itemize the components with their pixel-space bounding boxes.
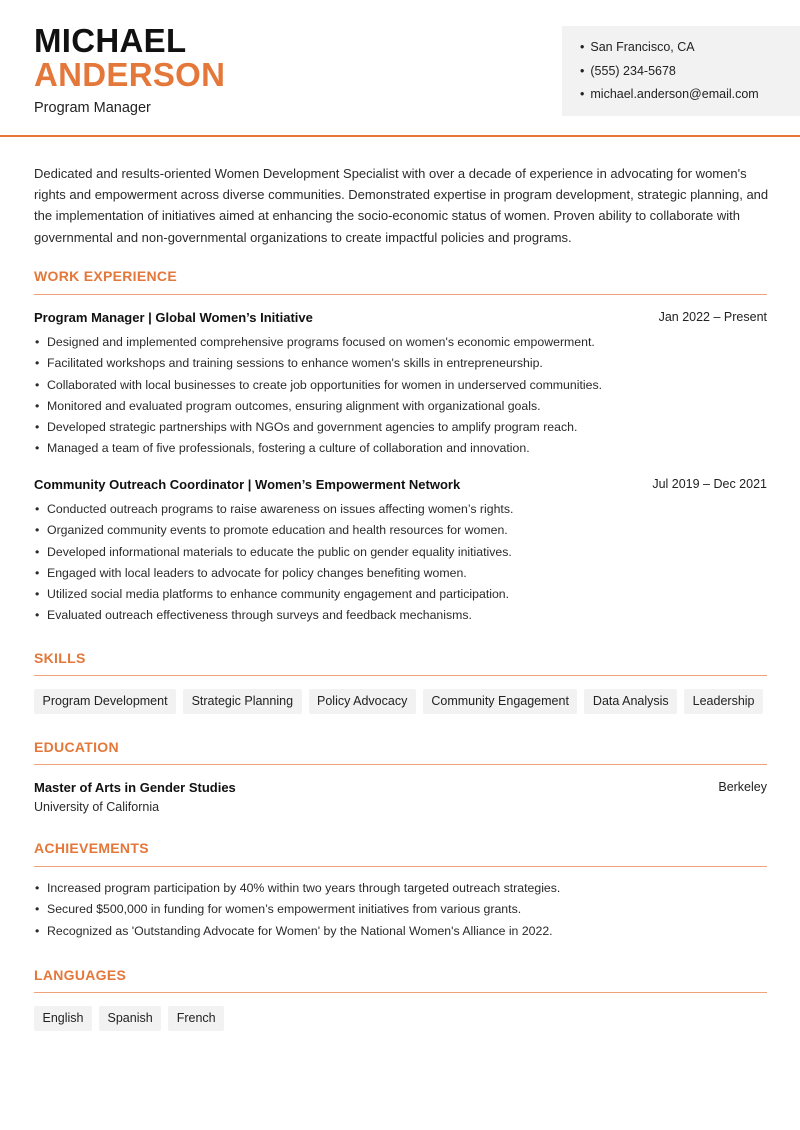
contact-box bbox=[562, 26, 800, 116]
education-location: Berkeley bbox=[718, 780, 767, 794]
list-item: • Conducted outreach programs to raise awareness on issues affecting women’s rights. bbox=[34, 499, 767, 520]
section-title-work: WORK EXPERIENCE bbox=[34, 268, 177, 284]
list-item: • Collaborated with local businesses to create job opportunities for women in underserved communities. bbox=[34, 375, 767, 396]
job-bullets-1 bbox=[34, 332, 767, 460]
list-item: • Increased program participation by 40% within two years through targeted outreach strategies. bbox=[34, 878, 767, 899]
list-item: • Utilized social media platforms to enhance community engagement and participation. bbox=[34, 584, 767, 605]
resume-header bbox=[0, 0, 800, 137]
contact-phone: • (555) 234-5678 bbox=[580, 60, 782, 84]
languages-list bbox=[34, 1006, 224, 1031]
job-bullets-2 bbox=[34, 499, 767, 627]
list-item: • Managed a team of five professionals, fostering a culture of collaboration and innovation. bbox=[34, 438, 767, 459]
list-item: • Organized community events to promote education and health resources for women. bbox=[34, 520, 767, 541]
section-divider bbox=[34, 675, 767, 676]
skill-chip: Leadership bbox=[684, 689, 763, 714]
contact-location: • San Francisco, CA bbox=[580, 36, 782, 60]
skill-chip: Program Development bbox=[34, 689, 176, 714]
list-item: • Facilitated workshops and training sessions to enhance women's skills in entrepreneurship. bbox=[34, 353, 767, 374]
skill-chip: Policy Advocacy bbox=[309, 689, 416, 714]
first-name: MICHAEL bbox=[34, 22, 187, 59]
skill-chip: Community Engagement bbox=[423, 689, 578, 714]
list-item: • Secured $500,000 in funding for women’s empowerment initiatives from various grants. bbox=[34, 899, 767, 920]
list-item: • Designed and implemented comprehensive programs focused on women's economic empowerment. bbox=[34, 332, 767, 353]
list-item: • Developed informational materials to educate the public on gender equality initiatives. bbox=[34, 542, 767, 563]
skill-chip: Strategic Planning bbox=[183, 689, 301, 714]
section-title-languages: LANGUAGES bbox=[34, 967, 127, 983]
list-item: • Evaluated outreach effectiveness through surveys and feedback mechanisms. bbox=[34, 605, 767, 626]
last-name: ANDERSON bbox=[34, 56, 226, 93]
section-title-skills: SKILLS bbox=[34, 650, 86, 666]
list-item: • Developed strategic partnerships with NGOs and government agencies to amplify program reach. bbox=[34, 417, 767, 438]
language-chip: Spanish bbox=[99, 1006, 161, 1031]
achievements-list bbox=[34, 878, 767, 942]
language-chip: English bbox=[34, 1006, 92, 1031]
section-title-education: EDUCATION bbox=[34, 739, 119, 755]
education-school: University of California bbox=[34, 800, 160, 814]
language-chip: French bbox=[168, 1006, 224, 1031]
list-item: • Engaged with local leaders to advocate for policy changes benefiting women. bbox=[34, 563, 767, 584]
contact-email: • michael.anderson@email.com bbox=[580, 83, 782, 107]
list-item: • Monitored and evaluated program outcomes, ensuring alignment with organizational goals. bbox=[34, 396, 767, 417]
job-title-1: Program Manager | Global Women’s Initiative bbox=[34, 310, 313, 325]
skills-list bbox=[34, 689, 763, 714]
job-dates-2: Jul 2019 – Dec 2021 bbox=[652, 477, 767, 491]
section-divider bbox=[34, 764, 767, 765]
section-title-achievements: ACHIEVEMENTS bbox=[34, 840, 149, 856]
section-divider bbox=[34, 992, 767, 993]
job-title: Program Manager bbox=[34, 100, 151, 116]
section-divider bbox=[34, 866, 767, 867]
job-header bbox=[34, 477, 767, 492]
skill-chip: Data Analysis bbox=[584, 689, 677, 714]
job-title-2: Community Outreach Coordinator | Women’s Empowerment Network bbox=[34, 477, 461, 492]
education-degree: Master of Arts in Gender Studies bbox=[34, 780, 236, 795]
summary-paragraph: Dedicated and results-oriented Women Development Specialist with over a decade of experience in advocating for women's rights and empowerment across diverse communities. Demonstrated expertise in program development, strategic planning, and the implementation of initiatives aimed at enhancing the socio-economic status of women. Proven ability to collaborate with governmental and non-governmental organizations to create impactful policies and programs. bbox=[34, 166, 769, 245]
section-divider bbox=[34, 294, 767, 295]
job-header bbox=[34, 310, 767, 325]
list-item: • Recognized as 'Outstanding Advocate for Women' by the National Women's Alliance in 2022. bbox=[34, 921, 767, 942]
job-dates-1: Jan 2022 – Present bbox=[658, 310, 767, 324]
